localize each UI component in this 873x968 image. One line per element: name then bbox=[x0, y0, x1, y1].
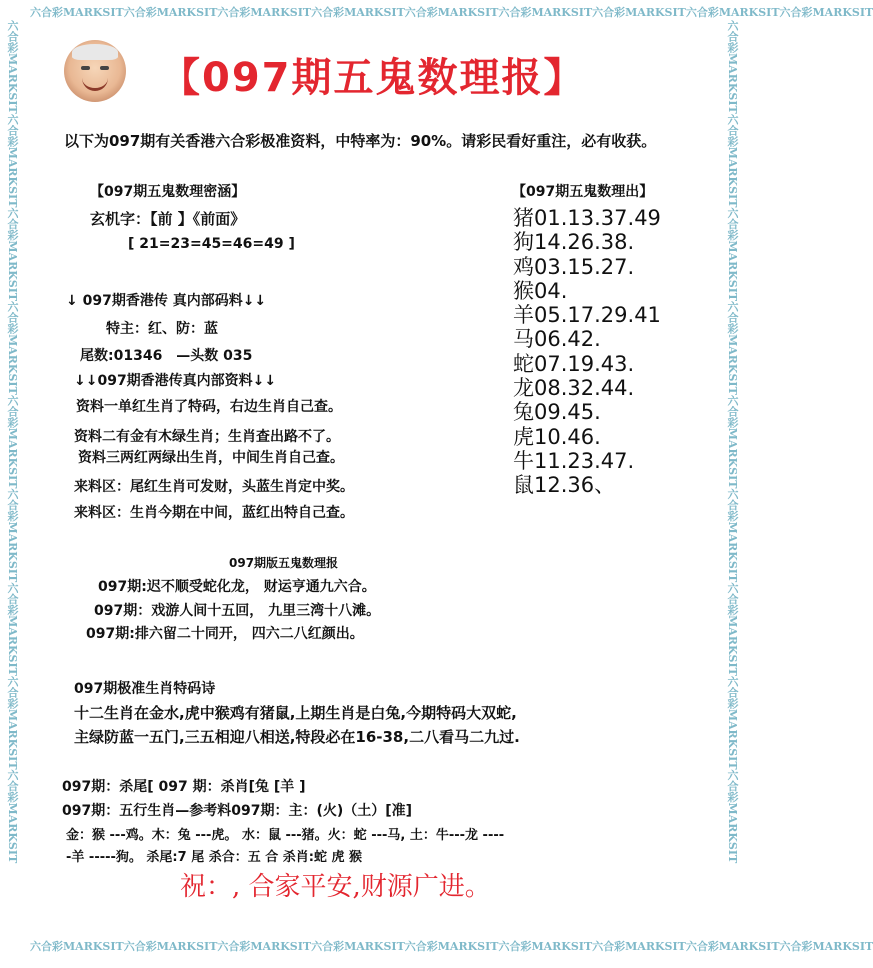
zodiac-row-horse: 马06.42. bbox=[513, 327, 601, 352]
five-ghost-line-1: 097期:迟不顺受蛇化龙， 财运亨通九六合。 bbox=[98, 579, 376, 595]
zodiac-heading: 【097期五鬼数理出】 bbox=[512, 184, 654, 200]
special-text: 特主：红、防：蓝 bbox=[106, 321, 218, 337]
zodiac-row-rat: 鼠12.36、 bbox=[513, 473, 616, 498]
data-item-2: 资料二有金有木绿生肖；生肖查出路不了。 bbox=[74, 429, 340, 445]
zodiac-row-dog: 狗14.26.38. bbox=[513, 230, 635, 255]
zodiac-row-monkey: 猴04. bbox=[513, 278, 568, 303]
page-title: 【097期五鬼数理报】 bbox=[160, 55, 586, 101]
zodiac-row-dragon: 龙08.32.44. bbox=[513, 376, 635, 401]
hk-data-heading: ↓↓097期香港传真内部资料↓↓ bbox=[74, 373, 277, 389]
intro-text: 以下为097期有关香港六合彩极准资料，中特率为：90%。请彩民看好重注，必有收获。 bbox=[64, 132, 657, 150]
meaning-heading: 【097期五鬼数理密涵】 bbox=[90, 184, 246, 200]
bottom-line-1: 097期：杀尾[ 097 期：杀肖[兔 [羊 ] bbox=[62, 779, 306, 795]
frame-watermark-bottom: 六合彩MARKSIT六合彩MARKSIT六合彩MARKSIT六合彩MARKSIT六合彩MARKSIT六合彩MARKSIT六合彩MARKSIT六合彩MARKSIT六合彩MARKSIT bbox=[30, 940, 873, 953]
data-item-1: 资料一单红生肖了特码，右边生肖自己查。 bbox=[76, 399, 342, 415]
poem-line-2: 主绿防蓝一五门,三五相迎八相送,特段必在16-38,二八看马二九过. bbox=[74, 728, 520, 746]
formula-text: [ 21=23=45=46=49 ] bbox=[128, 236, 295, 252]
five-ghost-line-3: 097期:排六留二十同开， 四六二八红颜出。 bbox=[86, 626, 364, 642]
poem-heading: 097期极准生肖特码诗 bbox=[74, 681, 216, 697]
bottom-line-3: 金：猴 ---鸡。木：兔 ---虎。 水：鼠 ---猪。火：蛇 ---马, 土：牛---龙 ---- bbox=[66, 828, 505, 843]
bottom-line-2: 097期：五行生肖—参考料097期：主：(火)（土）[准] bbox=[62, 803, 413, 819]
zodiac-row-rabbit: 兔09.45. bbox=[513, 400, 601, 425]
frame-watermark-left: 六合彩MARKSIT六合彩MARKSIT六合彩MARKSIT六合彩MARKSIT六合彩MARKSIT六合彩MARKSIT六合彩MARKSIT六合彩MARKSIT六合彩MARKSIT bbox=[6, 20, 19, 864]
zodiac-row-snake: 蛇07.19.43. bbox=[513, 351, 635, 376]
bottom-line-4: -羊 -----狗。 杀尾:7 尾 杀合：五 合 杀肖:蛇 虎 猴 bbox=[66, 850, 363, 865]
data-item-4: 来料区：尾红生肖可发财，头蓝生肖定中奖。 bbox=[74, 479, 354, 495]
zodiac-row-ox: 牛11.23.47. bbox=[513, 448, 635, 473]
zodiac-number-list bbox=[513, 206, 661, 498]
avatar-smile bbox=[82, 78, 108, 91]
frame-watermark-top: 六合彩MARKSIT六合彩MARKSIT六合彩MARKSIT六合彩MARKSIT六合彩MARKSIT六合彩MARKSIT六合彩MARKSIT六合彩MARKSIT六合彩MARKSIT bbox=[30, 6, 873, 19]
data-item-3: 资料三两红两绿出生肖，中间生肖自己查。 bbox=[78, 450, 344, 466]
zodiac-row-goat: 羊05.17.29.41 bbox=[513, 303, 661, 328]
zodiac-row-rooster: 鸡03.15.27. bbox=[513, 254, 635, 279]
zodiac-row-pig: 猪01.13.37.49 bbox=[513, 206, 661, 230]
avatar-hair bbox=[72, 44, 118, 60]
riddle-text: 玄机字：【前 】《前面》 bbox=[90, 210, 246, 228]
data-item-5: 来料区：生肖今期在中间，蓝红出特自己查。 bbox=[74, 505, 354, 521]
five-ghost-line-2: 097期：戏游人间十五回， 九里三湾十八滩。 bbox=[94, 603, 381, 619]
avatar-right-eye bbox=[100, 66, 109, 70]
avatar bbox=[64, 40, 126, 102]
five-ghost-heading: 097期版五鬼数理报 bbox=[229, 556, 339, 570]
frame-watermark-right: 六合彩MARKSIT六合彩MARKSIT六合彩MARKSIT六合彩MARKSIT六合彩MARKSIT六合彩MARKSIT六合彩MARKSIT六合彩MARKSIT六合彩MARKSIT bbox=[726, 20, 739, 864]
poem-line-1: 十二生肖在金水,虎中猴鸡有猪鼠,上期生肖是白兔,今期特码大双蛇, bbox=[74, 704, 517, 722]
tail-text: 尾数:01346 —头数 035 bbox=[80, 348, 253, 364]
blessing-text: 祝：, 合家平安,财源广进。 bbox=[180, 872, 491, 902]
zodiac-row-tiger: 虎10.46. bbox=[513, 424, 601, 449]
hk-code-heading: ↓ 097期香港传 真内部码料↓↓ bbox=[66, 293, 267, 309]
avatar-left-eye bbox=[81, 66, 90, 70]
